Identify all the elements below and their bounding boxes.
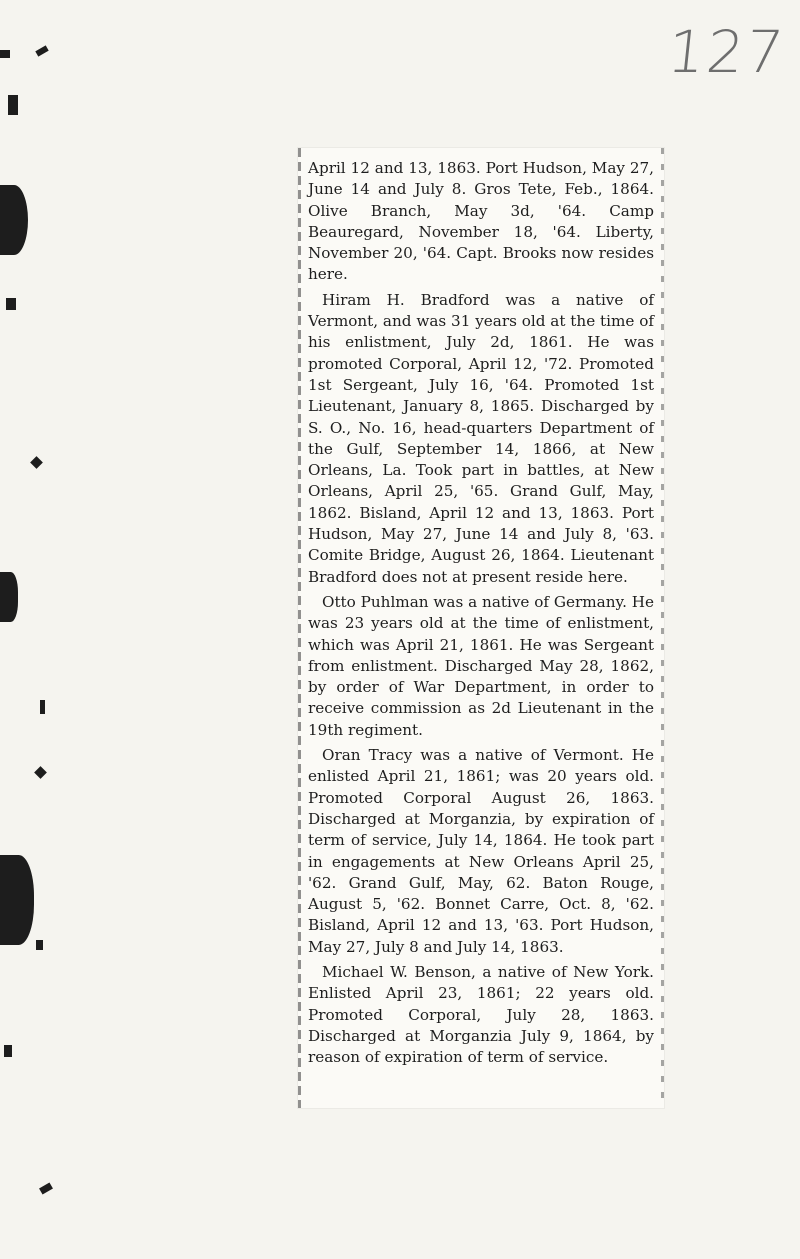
clipping-left-edge <box>298 148 301 1108</box>
scan-mark <box>36 940 43 950</box>
newspaper-clipping <box>298 148 664 1108</box>
scan-mark <box>39 1182 53 1194</box>
scan-mark <box>4 1045 12 1057</box>
scan-mark <box>0 50 10 58</box>
scan-mark <box>0 185 28 255</box>
scan-mark <box>0 572 18 622</box>
paragraph-hiram-bradford: Hiram H. Bradford was a native of Vermont, and was 31 years old at the time of his enlistment, July 2d, 1861. He was promoted Corporal, April 12, '72. Promoted 1st Sergeant, July 16, '64. Promoted 1st Lieutenant, January 8, 1865. Discharged by S. O., No. 16, head-quarters Department of the Gulf, September 14, 1866, at New Orleans, La. Took part in battles, at New Orleans, April 25, '65. Grand Gulf, May, 1862. Bisland, April 12 and 13, 1863. Port Hudson, May 27, June 14 and July 8, '63. Comite Bridge, August 26, 1864. Lieutenant Bradford does not at present reside here. <box>308 290 654 586</box>
clipping-text-column <box>308 158 654 1072</box>
scan-mark <box>0 855 34 945</box>
clipping-right-edge <box>661 148 664 1108</box>
scan-mark <box>35 45 48 56</box>
scan-mark <box>30 456 43 469</box>
page-number: 127 <box>664 18 789 86</box>
paragraph-otto-puhlman: Otto Puhlman was a native of Germany. He was 23 years old at the time of enlistment, which was April 21, 1861. He was Sergeant from enlistment. Discharged May 28, 1862, by order of War Department, in order to receive commission as 2d Lieutenant in the 19th regiment. <box>308 592 654 739</box>
scan-mark <box>6 298 16 310</box>
scan-mark <box>8 95 18 115</box>
paragraph-oran-tracy: Oran Tracy was a native of Vermont. He enlisted April 21, 1861; was 20 years old. Promoted Corporal August 26, 1863. Discharged at Morganzia, by expiration of term of service, July 14, 1864. He took part in engagements at New Orleans April 25, '62. Grand Gulf, May, 62. Baton Rouge, August 5, '62. Bonnet Carre, Oct. 8, '62. Bisland, April 12 and 13, '63. Port Hudson, May 27, July 8 and July 14, 1863. <box>308 746 654 956</box>
scan-mark <box>40 700 45 714</box>
paragraph-michael-benson: Michael W. Benson, a native of New York. Enlisted April 23, 1861; 22 years old. Promoted Corporal, July 28, 1863. Discharged at Morganzia July 9, 1864, by reason of expiration of term of service. <box>308 962 654 1067</box>
paragraph-brooks-service: April 12 and 13, 1863. Port Hudson, May 27, June 14 and July 8. Gros Tete, Feb., 1864. Olive Branch, May 3d, '64. Camp Beauregard, November 18, '64. Liberty, November 20, '64. Capt. Brooks now resides here. <box>308 159 654 284</box>
scan-mark <box>34 766 47 779</box>
